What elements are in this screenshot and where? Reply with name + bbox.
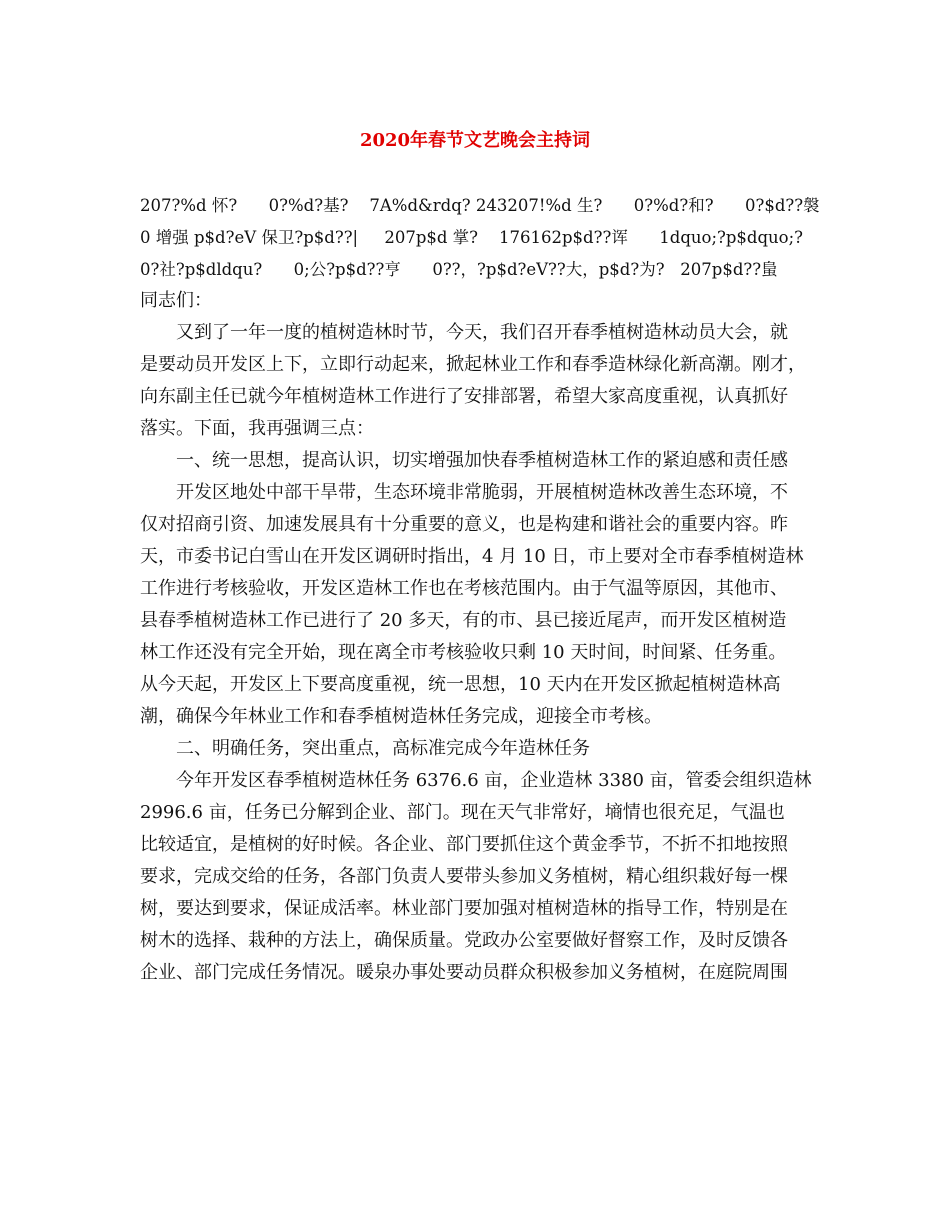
paragraph-line: 仅对招商引资、加速发展具有十分重要的意义，也是构建和谐社会的重要内容。昨	[140, 514, 788, 535]
document-title: 2020年春节文艺晚会主持词	[359, 130, 591, 151]
garbled-text-block	[140, 190, 820, 286]
paragraph-line: 树木的选择、栽种的方法上，确保质量。党政办公室要做好督察工作，及时反馈各	[140, 930, 788, 951]
paragraph-line: 又到了一年一度的植树造林时节，今天，我们召开春季植树造林动员大会，就	[140, 322, 788, 343]
salutation: 同志们：	[140, 290, 212, 311]
paragraph-line: 向东副主任已就今年植树造林工作进行了安排部署，希望大家高度重视，认真抓好	[140, 386, 788, 407]
paragraph-line: 林工作还没有完全开始，现在离全市考核验收只剩 10 天时间，时间紧、任务重。	[140, 642, 787, 663]
paragraph-line: 企业、部门完成任务情况。暖泉办事处要动员群众积极参加义务植树，在庭院周围	[140, 962, 788, 983]
paragraph-line: 潮，确保今年林业工作和春季植树造林任务完成，迎接全市考核。	[140, 706, 662, 727]
garbled-line: 0?社?p$dldqu? 0;公?p$d??亨 0??，?p$d?eV??大，p$d?为? 207p$d??蛗	[140, 260, 778, 279]
paragraph-line: 从今天起，开发区上下要高度重视，统一思想，10 天内在开发区掀起植树造林高	[140, 674, 781, 695]
body-text-block	[140, 290, 820, 989]
paragraph-line: 天，市委书记白雪山在开发区调研时指出，4 月 10 日，市上要对全市春季植树造林	[140, 546, 804, 567]
paragraph-line: 今年开发区春季植树造林任务 6376.6 亩，企业造林 3380 亩，管委会组织造林	[140, 770, 812, 791]
paragraph-line: 比较适宜，是植树的好时候。各企业、部门要抓住这个黄金季节，不折不扣地按照	[140, 834, 788, 855]
paragraph-line: 落实。下面，我再强调三点：	[140, 418, 374, 439]
paragraph-line: 工作进行考核验收，开发区造林工作也在考核范围内。由于气温等原因，其他市、	[140, 578, 788, 599]
section-heading-2: 二、明确任务，突出重点，高标准完成今年造林任务	[140, 738, 590, 759]
garbled-line: 0 增强 p$d?eV 保卫?p$d??| 207p$d 掌? 176162p$d??诨 1dquo;?p$dquo;?	[140, 228, 804, 247]
paragraph-line: 县春季植树造林工作已进行了 20 多天，有的市、县已接近尾声，而开发区植树造	[140, 610, 787, 631]
paragraph-line: 树，要达到要求，保证成活率。林业部门要加强对植树造林的指导工作，特别是在	[140, 898, 788, 919]
paragraph-line: 2996.6 亩，任务已分解到企业、部门。现在天气非常好，墒情也很充足，气温也	[140, 802, 785, 823]
paragraph-line: 要求，完成交给的任务，各部门负责人要带头参加义务植树，精心组织栽好每一棵	[140, 866, 788, 887]
section-heading-1: 一、统一思想，提高认识，切实增强加快春季植树造林工作的紧迫感和责任感	[140, 450, 788, 471]
paragraph-line: 是要动员开发区上下，立即行动起来，掀起林业工作和春季造林绿化新高潮。刚才，	[140, 354, 806, 375]
garbled-line: 207?%d 怀? 0?%d?基? 7A%d&rdq? 243207!%d 生? 0?%d?和? 0?$d??褩	[140, 196, 820, 215]
paragraph-line: 开发区地处中部干旱带，生态环境非常脆弱，开展植树造林改善生态环境，不	[140, 482, 788, 503]
